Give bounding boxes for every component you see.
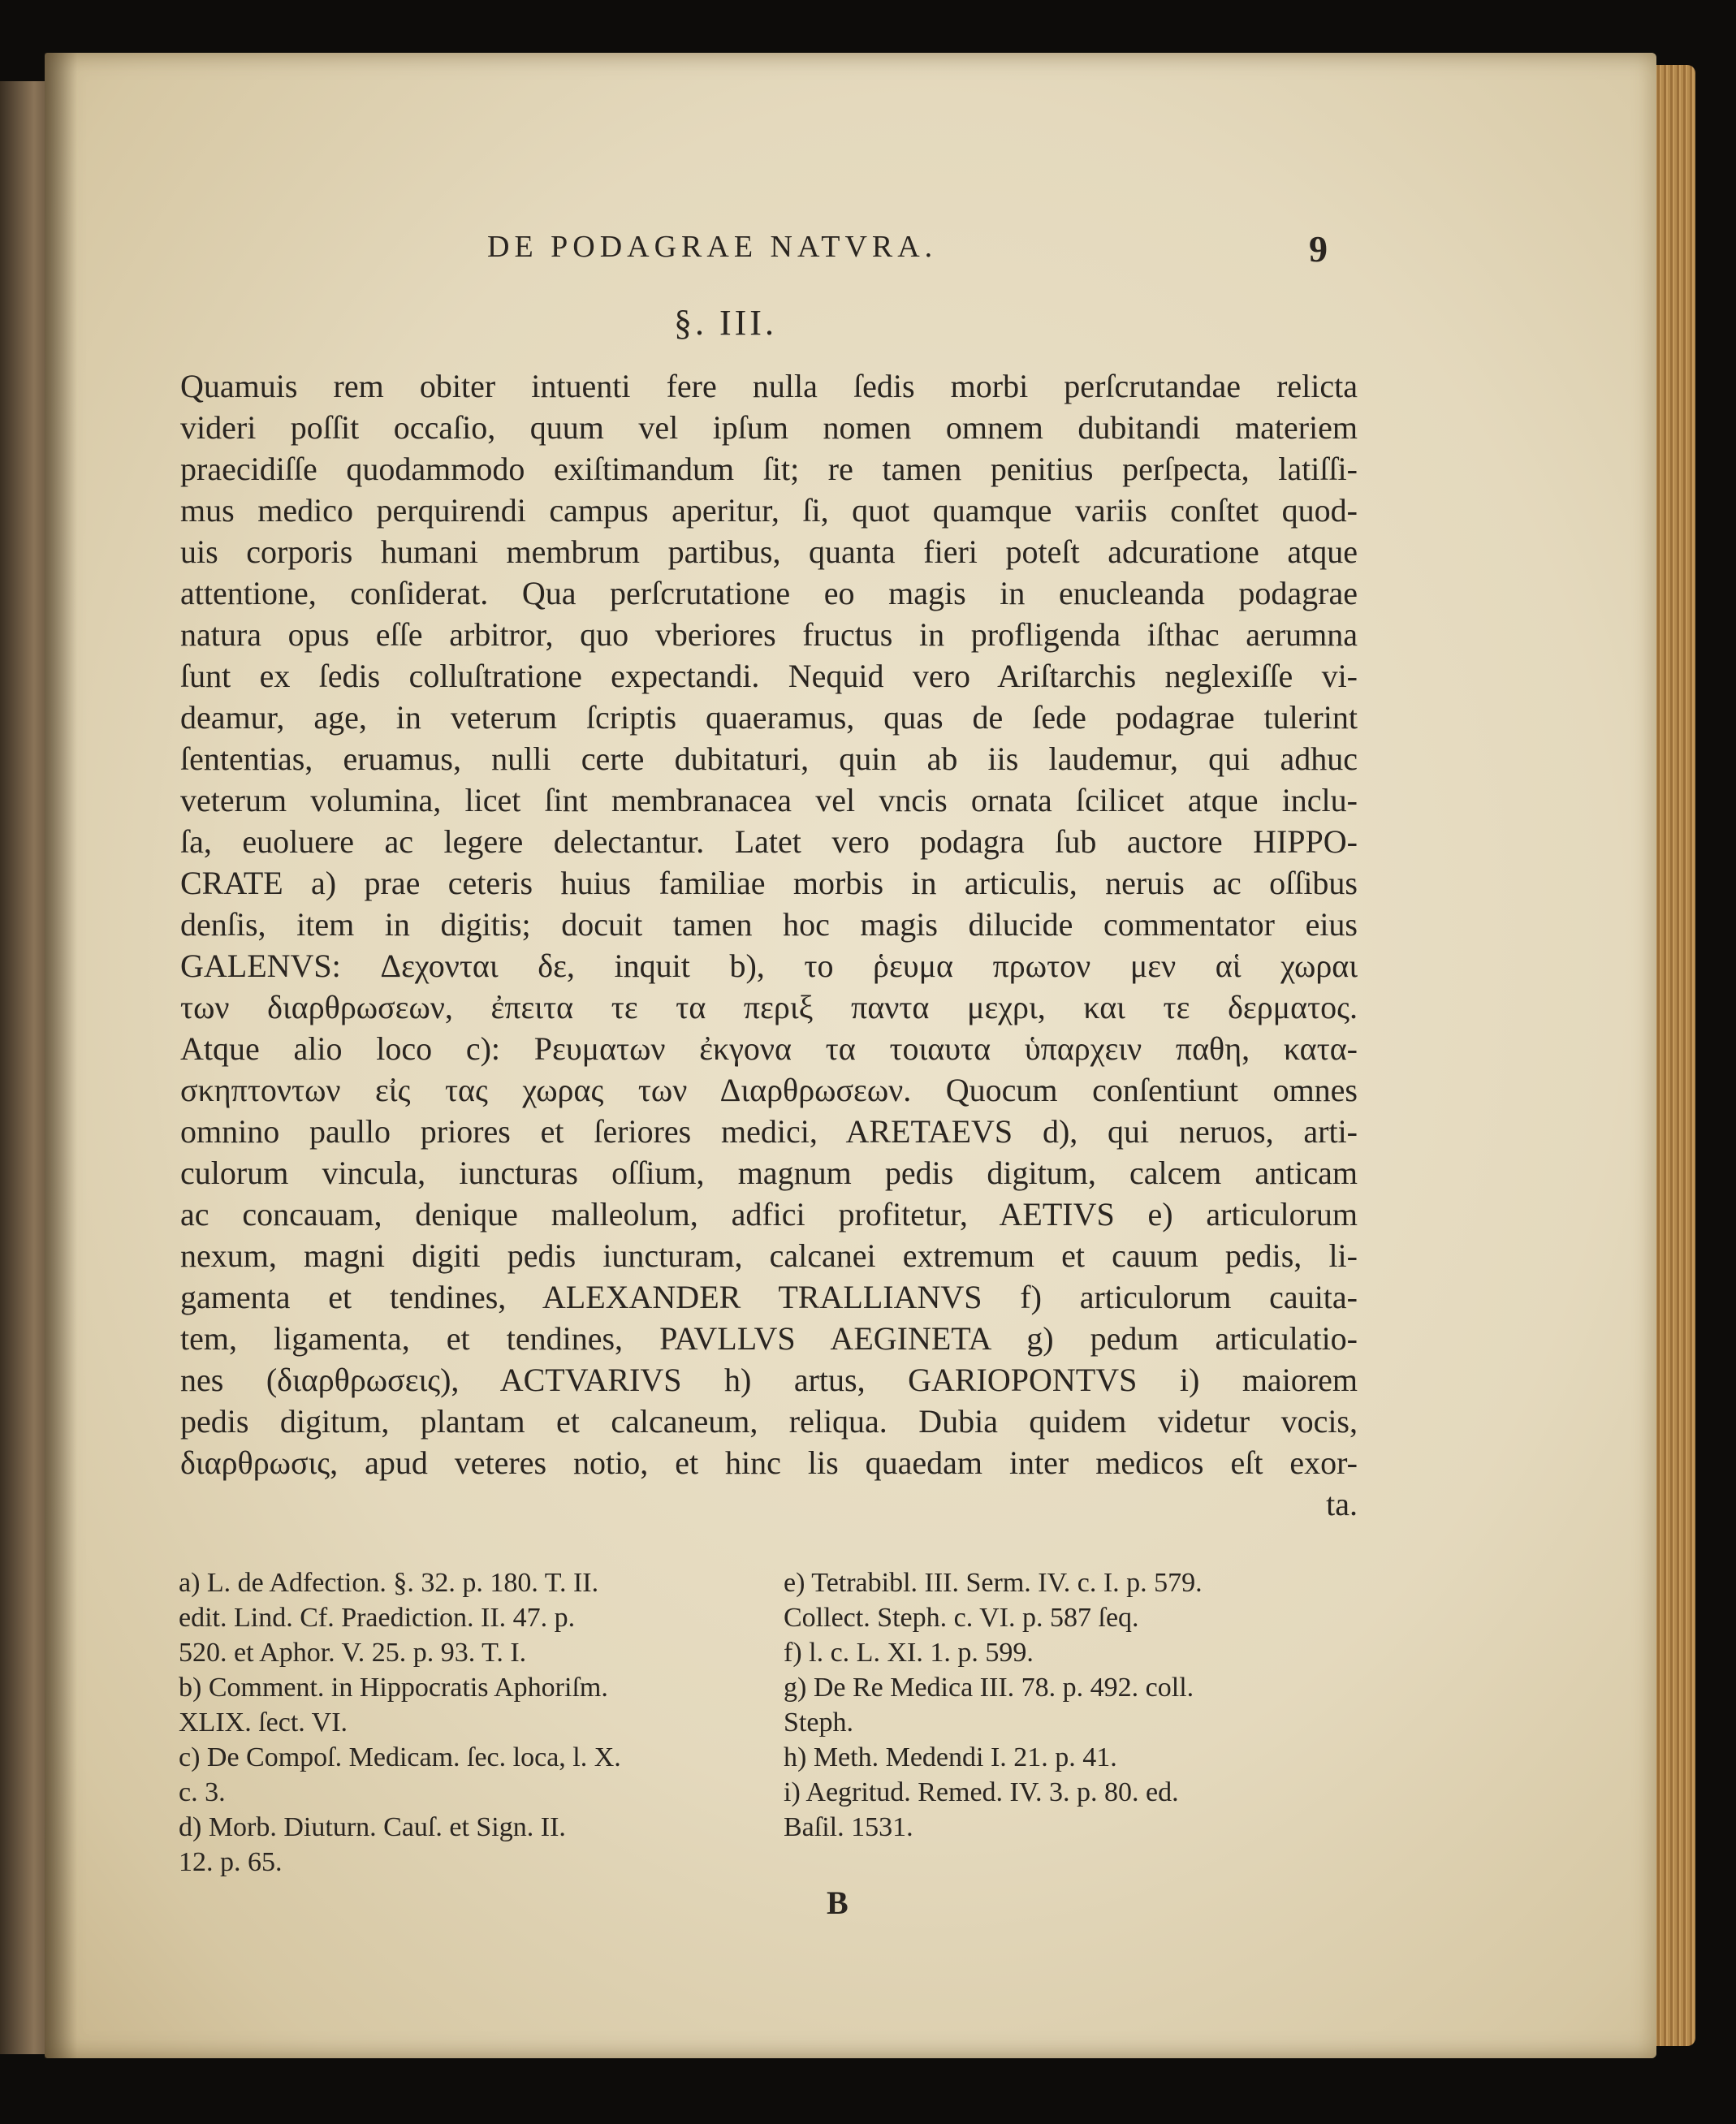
text-line: denſis, item in digitis; docuit tamen hoc magis dilucide commentator eius bbox=[180, 906, 1358, 943]
text-line: praecidiſſe quodammodo exiſtimandum ſit; re tamen penitius perſpecta, latiſſi- bbox=[180, 451, 1358, 487]
text-line: nes (διαρθρωσεις), ACTVARIVS h) artus, GARIOPONTVS i) maiorem bbox=[180, 1362, 1358, 1398]
running-head: DE PODAGRAE NATVRA. bbox=[487, 230, 938, 264]
gutter-shadow bbox=[45, 53, 77, 2058]
text-line: ſententias, eruamus, nulli certe dubitaturi, quin ab iis laudemur, qui adhuc bbox=[180, 740, 1358, 777]
text-line: ſa, euoluere ac legere delectantur. Latet vero podagra ſub auctore HIPPO- bbox=[180, 823, 1358, 860]
text-line: GALENVS: Δεχονται δε, inquit b), το ῥευμα πρωτον μεν αἱ χωραι bbox=[180, 948, 1358, 984]
footnote-line: Baſil. 1531. bbox=[784, 1812, 913, 1842]
text-line: ac concauam, denique malleolum, adfici profitetur, AETIVS e) articulorum bbox=[180, 1196, 1358, 1233]
footnote-line: a) L. de Adfection. §. 32. p. 180. T. II. bbox=[179, 1568, 599, 1598]
footnote-line: c. 3. bbox=[179, 1777, 226, 1807]
text-line: mus medico perquirendi campus aperitur, ſi, quot quamque variis conſtet quod- bbox=[180, 492, 1358, 529]
footnote-line: g) De Re Medica III. 78. p. 492. coll. bbox=[784, 1673, 1194, 1703]
footnote-line: h) Meth. Medendi I. 21. p. 41. bbox=[784, 1742, 1117, 1772]
text-line: σκηπτοντων εἰς τας χωρας των Διαρθρωσεων. Quocum conſentiunt omnes bbox=[180, 1072, 1358, 1108]
footnote-line: f) l. c. L. XI. 1. p. 599. bbox=[784, 1638, 1034, 1668]
text-line: culorum vincula, iuncturas oſſium, magnum pedis digitum, calcem anticam bbox=[180, 1155, 1358, 1191]
text-line: tem, ligamenta, et tendines, PAVLLVS AEGINETA g) pedum articulatio- bbox=[180, 1320, 1358, 1357]
signature-mark: B bbox=[827, 1884, 849, 1921]
footnote-line: d) Morb. Diuturn. Cauſ. et Sign. II. bbox=[179, 1812, 566, 1842]
text-line: veterum volumina, licet ſint membranacea vel vncis ornata ſcilicet atque inclu- bbox=[180, 782, 1358, 818]
footnote-line: edit. Lind. Cf. Praediction. II. 47. p. bbox=[179, 1603, 576, 1633]
text-line: διαρθρωσις, apud veteres notio, et hinc lis quaedam inter medicos eſt exor- bbox=[180, 1444, 1358, 1481]
footnotes-right-column bbox=[784, 1565, 1360, 1845]
text-line: omnino paullo priores et ſeriores medici, ARETAEVS d), qui neruos, arti- bbox=[180, 1113, 1358, 1150]
text-line-catchword: ta. bbox=[1326, 1486, 1358, 1522]
footnotes-left-column bbox=[179, 1565, 731, 1880]
text-line: pedis digitum, plantam et calcaneum, reliqua. Dubia quidem videtur vocis, bbox=[180, 1403, 1358, 1440]
footnote-line: b) Comment. in Hippocratis Aphoriſm. bbox=[179, 1673, 608, 1703]
text-line: deamur, age, in veterum ſcriptis quaeramus, quas de ſede podagrae tulerint bbox=[180, 699, 1358, 736]
text-line: natura opus eſſe arbitror, quo vberiores fructus in profligenda iſthac aerumna bbox=[180, 616, 1358, 653]
section-heading: §. III. bbox=[674, 303, 777, 343]
footnote-line: XLIX. ſect. VI. bbox=[179, 1707, 348, 1738]
text-line: gamenta et tendines, ALEXANDER TRALLIANVS f) articulorum cauita- bbox=[180, 1279, 1358, 1315]
body-text bbox=[180, 365, 1358, 1525]
footnote-line: 520. et Aphor. V. 25. p. 93. T. I. bbox=[179, 1638, 527, 1668]
text-line: videri poſſit occaſio, quum vel ipſum nomen omnem dubitandi materiem bbox=[180, 409, 1358, 446]
text-line: attentione, conſiderat. Qua perſcrutatione eo magis in enucleanda podagrae bbox=[180, 575, 1358, 611]
footnote-line: Steph. bbox=[784, 1707, 853, 1738]
footnote-line: i) Aegritud. Remed. IV. 3. p. 80. ed. bbox=[784, 1777, 1179, 1807]
footnote-line: 12. p. 65. bbox=[179, 1847, 283, 1877]
text-line: uis corporis humani membrum partibus, quanta fieri poteſt adcuratione atque bbox=[180, 533, 1358, 570]
page-number: 9 bbox=[1309, 228, 1328, 270]
text-line: CRATE a) prae ceteris huius familiae morbis in articulis, neruis ac oſſibus bbox=[180, 865, 1358, 901]
text-line: Quamuis rem obiter intuenti fere nulla ſedis morbi perſcrutandae relicta bbox=[180, 368, 1358, 404]
text-line: Atque alio loco c): Ρευματων ἐκγονα τα τοιαυτα ὑπαρχειν παθη, κατα- bbox=[180, 1030, 1358, 1067]
footnote-line: c) De Compoſ. Medicam. ſec. loca, l. X. bbox=[179, 1742, 621, 1772]
text-line: nexum, magni digiti pedis iuncturam, calcanei extremum et cauum pedis, li- bbox=[180, 1237, 1358, 1274]
footnote-line: Collect. Steph. c. VI. p. 587 ſeq. bbox=[784, 1603, 1139, 1633]
text-line: ſunt ex ſedis colluſtratione expectandi. Nequid vero Ariſtarchis neglexiſſe vi- bbox=[180, 658, 1358, 694]
text-line: των διαρθρωσεων, ἐπειτα τε τα περιξ παντα μεχρι, και τε δερματος. bbox=[180, 989, 1358, 1025]
footnote-line: e) Tetrabibl. III. Serm. IV. c. I. p. 579. bbox=[784, 1568, 1203, 1598]
